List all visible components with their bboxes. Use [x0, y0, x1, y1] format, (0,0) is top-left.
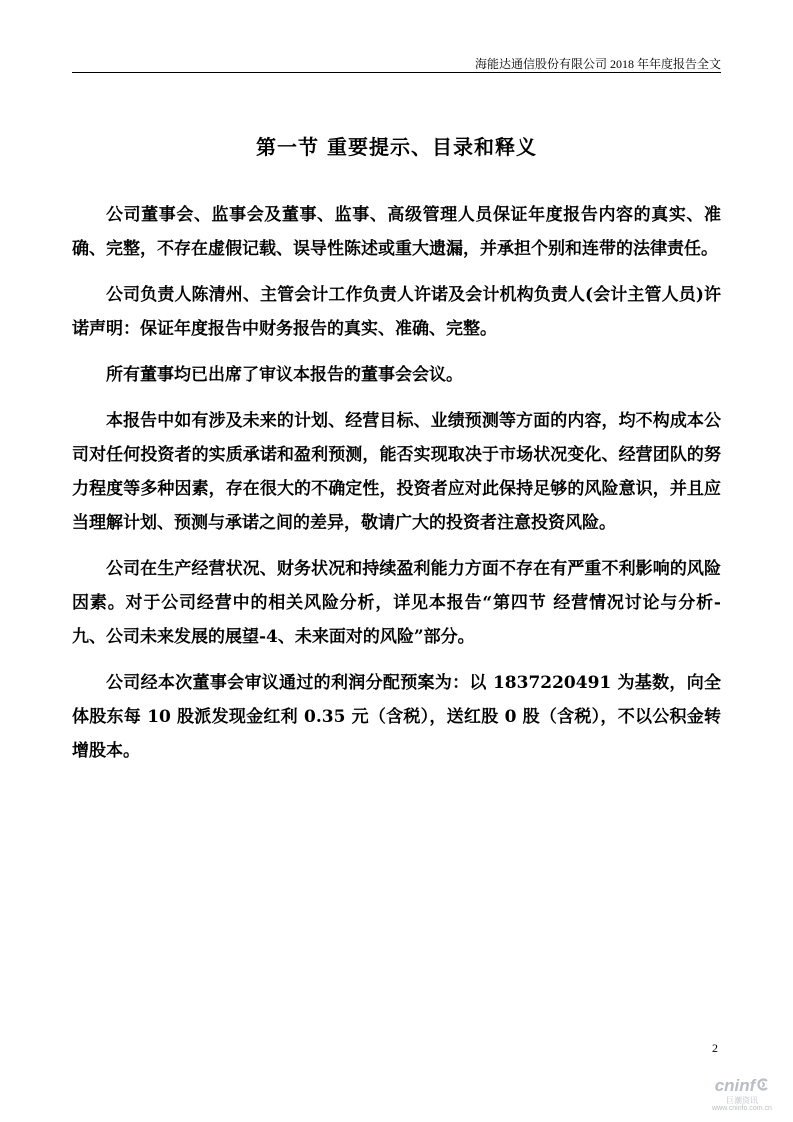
- document-body: [72, 198, 721, 780]
- section-title: 第一节 重要提示、目录和释义: [256, 135, 537, 159]
- paragraph-profit-distribution: 公司经本次董事会审议通过的利润分配预案为：以 1837220491 为基数，向全体股东每 10 股派发现金红利 0.35 元（含税），送红股 0 股（含税），不以公积金转增股本。: [72, 673, 721, 761]
- page-number: 2: [712, 1041, 718, 1055]
- paragraph-responsible-persons: 公司负责人陈清州、主管会计工作负责人许诺及会计机构负责人(会计主管人员)许诺声明：保证年度报告中财务报告的真实、准确、完整。: [72, 285, 721, 339]
- running-header: 海能达通信股份有限公司 2018 年年度报告全文: [474, 57, 721, 71]
- paragraph-risk-factors: 公司在生产经营状况、财务状况和持续盈利能力方面不存在有严重不利影响的风险因素。对于公司经营中的相关风险分析，详见本报告“第四节 经营情况讨论与分析-九、公司未来发展的展望-4、未来面对的风险”部分。: [72, 559, 721, 647]
- paragraph-forward-looking: 本报告中如有涉及未来的计划、经营目标、业绩预测等方面的内容，均不构成本公司对任何投资者的实质承诺和盈利预测，能否实现取决于市场状况变化、经营团队的努力程度等多种因素，存在很大的不确定性，投资者应对此保持足够的风险意识，并且应当理解计划、预测与承诺之间的差异，敬请广大的投资者注意投资风险。: [72, 411, 721, 533]
- logo-url: www.cninfo.com.cn: [712, 1104, 772, 1112]
- logo-chinese-name: 巨潮资讯: [726, 1095, 758, 1105]
- logo-wordmark: cninf: [714, 1075, 756, 1095]
- header-divider: [72, 72, 721, 73]
- logo-swirl-icon: [756, 1076, 769, 1095]
- cninfo-logo: [705, 1075, 779, 1115]
- paragraph-board-guarantee: 公司董事会、监事会及董事、监事、高级管理人员保证年度报告内容的真实、准确、完整，不存在虚假记载、误导性陈述或重大遗漏，并承担个别和连带的法律责任。: [72, 205, 721, 259]
- paragraph-directors-attendance: 所有董事均已出席了审议本报告的董事会会议。: [106, 365, 463, 385]
